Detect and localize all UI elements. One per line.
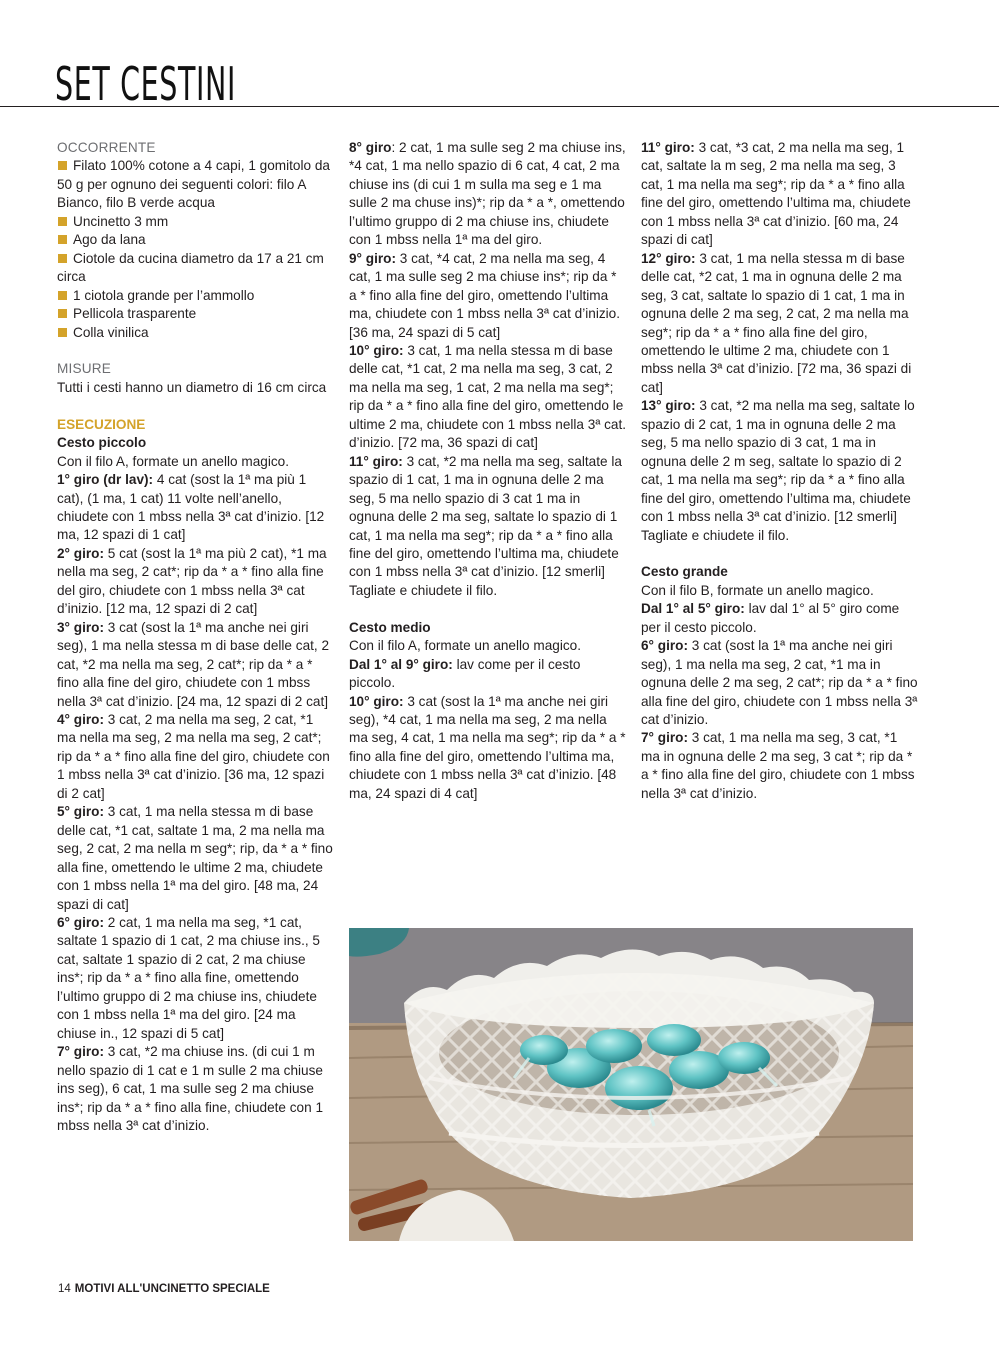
round-paragraph: 4° giro: 3 cat, 2 ma nella ma seg, 2 cat, *1 ma nella ma seg, 2 ma nella ma seg, 2 cat*; rip da * a * fino alla fine del giro, chiudete con 1 mbss nella 3ª cat d’inizio. [36 ma, 12 spazi di 2 cat]: [57, 712, 330, 801]
misure-text: Tutti i cesti hanno un diametro di 16 cm circa: [57, 379, 327, 395]
round-paragraph: Dal 1° al 9° giro: lav come per il cesto piccolo.: [349, 656, 581, 691]
round-paragraph: 9° giro: 3 cat, *4 cat, 2 ma nella ma seg, 4 cat, 1 ma sulle seg 2 ma chiuse ins*; rip da * a * fino alla fine del giro, omettendo l’ultima ma, chiudete con 1 mbss nella 3ª cat d’inizio. [36 ma, 24 spazi di 5 cat]: [349, 250, 621, 340]
crochet-bowl-photo: [349, 928, 913, 1241]
round-paragraph: 7° giro: 3 cat, *2 ma chiuse ins. (di cui 1 m nello spazio di 1 cat e 1 m sulle 2 ma chiuse ins seg), 6 cat, 1 ma sulle seg 2 ma chiuse ins*; rip da * a * fino alla fine, chiudete con 1 mbss nella 3ª cat d’inizio.: [57, 1044, 324, 1133]
materials-item: Filato 100% cotone a 4 capi, 1 gomitolo da 50 g per ognuno dei seguenti colori: filo A Bianco, filo B verde acqua: [57, 158, 330, 211]
round-paragraph: 8° giro: 2 cat, 1 ma sulle seg 2 ma chiuse ins, *4 cat, 1 ma nello spazio di 6 cat, 4 cat, 2 ma chiuse ins (di cui 1 m sulla ma seg e 1 ma sulle 2 ma chuse ins)*; rip da * a *, omettendo l’ultimo gruppo di 2 ma chiuse ins, chiudete con 1 mbss nella 1ª ma del giro.: [349, 140, 626, 248]
square-bullet-icon: [58, 309, 67, 318]
materials-item: Colla vinilica: [57, 324, 335, 342]
round-paragraph: 6° giro: 2 cat, 1 ma nella ma seg, *1 cat, saltate 1 spazio di 1 cat, 2 ma chiuse ins., 5 cat, saltate 1 spazio di 2 cat, 2 ma chiuse ins*; rip da * a * fino alla fine, omettendo l’ultimo gruppo di 2 ma chiuse ins, chiudete con 1 mbss nella 1ª ma del giro. [24 ma chiuse in., 12 spazi di 5 cat]: [57, 915, 320, 1041]
occorrente-heading: OCCORRENTE: [57, 140, 156, 155]
round-paragraph: 11° giro: 3 cat, *2 ma nella ma seg, saltate la spazio di 1 cat, 1 ma in ognuna delle 2 ma seg, 5 ma nello spazio di 3 cat 1 ma in ognuna delle 2 ma seg, saltate lo spazio di 1 cat, 1 ma nella ma seg*; rip da * a * fino alla fine del giro, omettendo l’ultima ma, chiudete con 1 mbss nella 3ª cat d’inizio. [12 smerli]: [349, 453, 622, 580]
cesto-medio-title: Cesto medio: [349, 619, 431, 635]
bowl-illustration: [349, 928, 913, 1241]
cesto-grande-title: Cesto grande: [641, 564, 728, 580]
page-footer: [58, 1283, 270, 1295]
materials-item: Uncinetto 3 mm: [57, 213, 335, 231]
square-bullet-icon: [58, 328, 67, 337]
cesto-piccolo-title: Cesto piccolo: [57, 435, 147, 451]
round-paragraph: 5° giro: 3 cat, 1 ma nella stessa m di base delle cat, *1 cat, saltate 1 ma, 2 ma nella ma seg, 2 cat, 2 ma nella m seg*; rip, da * a * fino alla fine, omettendo le ultime 2 ma, chiudete con 1 mbss nella 1ª ma del giro. [48 ma, 24 spazi di cat]: [57, 804, 333, 912]
round-paragraph: 2° giro: 5 cat (sost la 1ª ma più 2 cat), *1 ma nella ma seg, 2 cat*; rip da * a * fino alla fine del giro, chiudete con 1 mbss nella 3ª cat d’inizio. [12 ma, 12 spazi di 2 cat]: [57, 545, 327, 617]
square-bullet-icon: [58, 254, 67, 263]
square-bullet-icon: [58, 217, 67, 226]
misure-heading: MISURE: [57, 361, 112, 377]
page-number: 14: [58, 1283, 71, 1295]
round-paragraph: 13° giro: 3 cat, *2 ma nella ma seg, saltate lo spazio di 2 cat, 1 ma in ognuna delle 2 ma seg, 5 ma nello spazio di 3 cat, 1 ma in ognuna delle 2 m seg, saltate lo spazio di 2 cat, 1 ma nella ma seg*; rip da * a * fino alla fine del giro, omettendo l’ultima ma, chiudete con 1 mbss nella 3ª cat d’inizio. [12 smerli]: [641, 398, 915, 525]
column-2: [349, 139, 627, 803]
magazine-name: MOTIVI ALL'UNCINETTO SPECIALE: [74, 1283, 270, 1295]
round-paragraph: 3° giro: 3 cat (sost la 1ª ma anche nei giri seg), 1 ma nella stessa m di base delle cat, 2 cat, *2 ma nella ma seg, 2 cat*; rip da * a * fino alla fine del giro, chiudete con 1 mbss nella 3ª cat d’inizio. [24 ma, 12 spazi di 2 cat]: [57, 619, 330, 709]
round-paragraph: Dal 1° al 5° giro: lav dal 1° al 5° giro come per il cesto piccolo.: [641, 601, 900, 635]
round-paragraph: 7° giro: 3 cat, 1 ma nella ma seg, 3 cat, *1 ma in ognuna delle 2 ma seg, 3 cat *; rip da * a * fino alla fine del giro, chiudete con 1 mbss nella 3ª cat d’inizio.: [641, 730, 915, 801]
round-paragraph: 10° giro: 3 cat (sost la 1ª ma anche nei giri seg), *4 cat, 1 ma nella ma seg, 2 ma nella ma seg, 4 cat, 1 ma nella ma seg*; rip da * a * fino alla fine del giro, omettendo l’ultima ma, chiudete con 1 mbss nella 3ª cat d’inizio. [48 ma, 24 spazi di 4 cat]: [349, 693, 626, 801]
square-bullet-icon: [58, 291, 67, 300]
title-rule: [0, 106, 999, 107]
square-bullet-icon: [58, 161, 67, 170]
round-paragraph: 11° giro: 3 cat, *3 cat, 2 ma nella ma seg, 1 cat, saltate la m seg, 2 ma nella ma seg, 3 cat, 1 ma nella ma seg*; rip da * a * fino alla fine del giro, omettendo l’ultima ma, chiudete con 1 mbss nella 3ª cat d’inizio. [60 ma, 24 spazi di cat]: [641, 140, 911, 248]
materials-item: Ciotole da cucina diametro da 17 a 21 cm circa: [57, 250, 324, 285]
materials-item: Pellicola trasparente: [57, 305, 335, 323]
round-paragraph: 6° giro: 3 cat (sost la 1ª ma anche nei giri seg), 1 ma nella ma seg, 2 cat, *1 ma in ognuna delle 2 ma seg, 2 cat*; rip da * a * fino alla fine del giro, chiudete con 1 mbss nella 3ª cat d’inizio.: [641, 638, 918, 728]
cesto-medio-intro: Con il filo A, formate un anello magico.: [349, 638, 581, 654]
column-1: [57, 139, 335, 1135]
square-bullet-icon: [58, 235, 67, 244]
round-paragraph: 10° giro: 3 cat, 1 ma nella stessa m di base delle cat, *1 cat, 2 ma nella ma seg, 3 cat, 2 ma nella ma seg, 1 cat, 2 ma nella ma seg*; rip da * a * fino alla fine del giro, omettendo le ultime 2 ma, chiudete con 1 mbss nella 3ª cat. d’inizio. [72 ma, 36 spazi di cat]: [349, 342, 627, 451]
round-paragraph: 1° giro (dr lav): 4 cat (sost la 1ª ma più 1 cat), (1 ma, 1 cat) 11 volte nell’anello, chiudete con 1 mbss nella 3ª cat d’inizio. [12 ma, 12 spazi di 1 cat]: [57, 472, 325, 543]
materials-item: 1 ciotola grande per l’ammollo: [57, 287, 335, 305]
column-3: [641, 139, 919, 803]
cesto-piccolo-end: Tagliate e chiudete il filo.: [349, 582, 498, 598]
esecuzione-heading: ESECUZIONE: [57, 416, 146, 432]
cesto-medio-end: Tagliate e chiudete il filo.: [641, 527, 790, 543]
round-paragraph: 12° giro: 3 cat, 1 ma nella stessa m di base delle cat, *2 cat, 1 ma in ognuna delle 2 ma seg, 3 cat, saltate lo spazio di 1 cat, 1 ma in ognuna delle 2 ma seg, 2 cat, 2 ma nella ma seg*; rip da * a * fino alla fine del giro, omettendo le ultime 2 ma, chiudete con 1 mbss nella 3ª cat d’inizio. [72 ma, 36 spazi di cat]: [641, 250, 912, 395]
cesto-piccolo-intro: Con il filo A, formate un anello magico.: [57, 453, 289, 469]
materials-item: Ago da lana: [57, 231, 335, 249]
page-title: SET CESTINI: [55, 57, 237, 111]
materials-list: [57, 157, 335, 342]
cesto-grande-intro: Con il filo B, formate un anello magico.: [641, 582, 874, 598]
